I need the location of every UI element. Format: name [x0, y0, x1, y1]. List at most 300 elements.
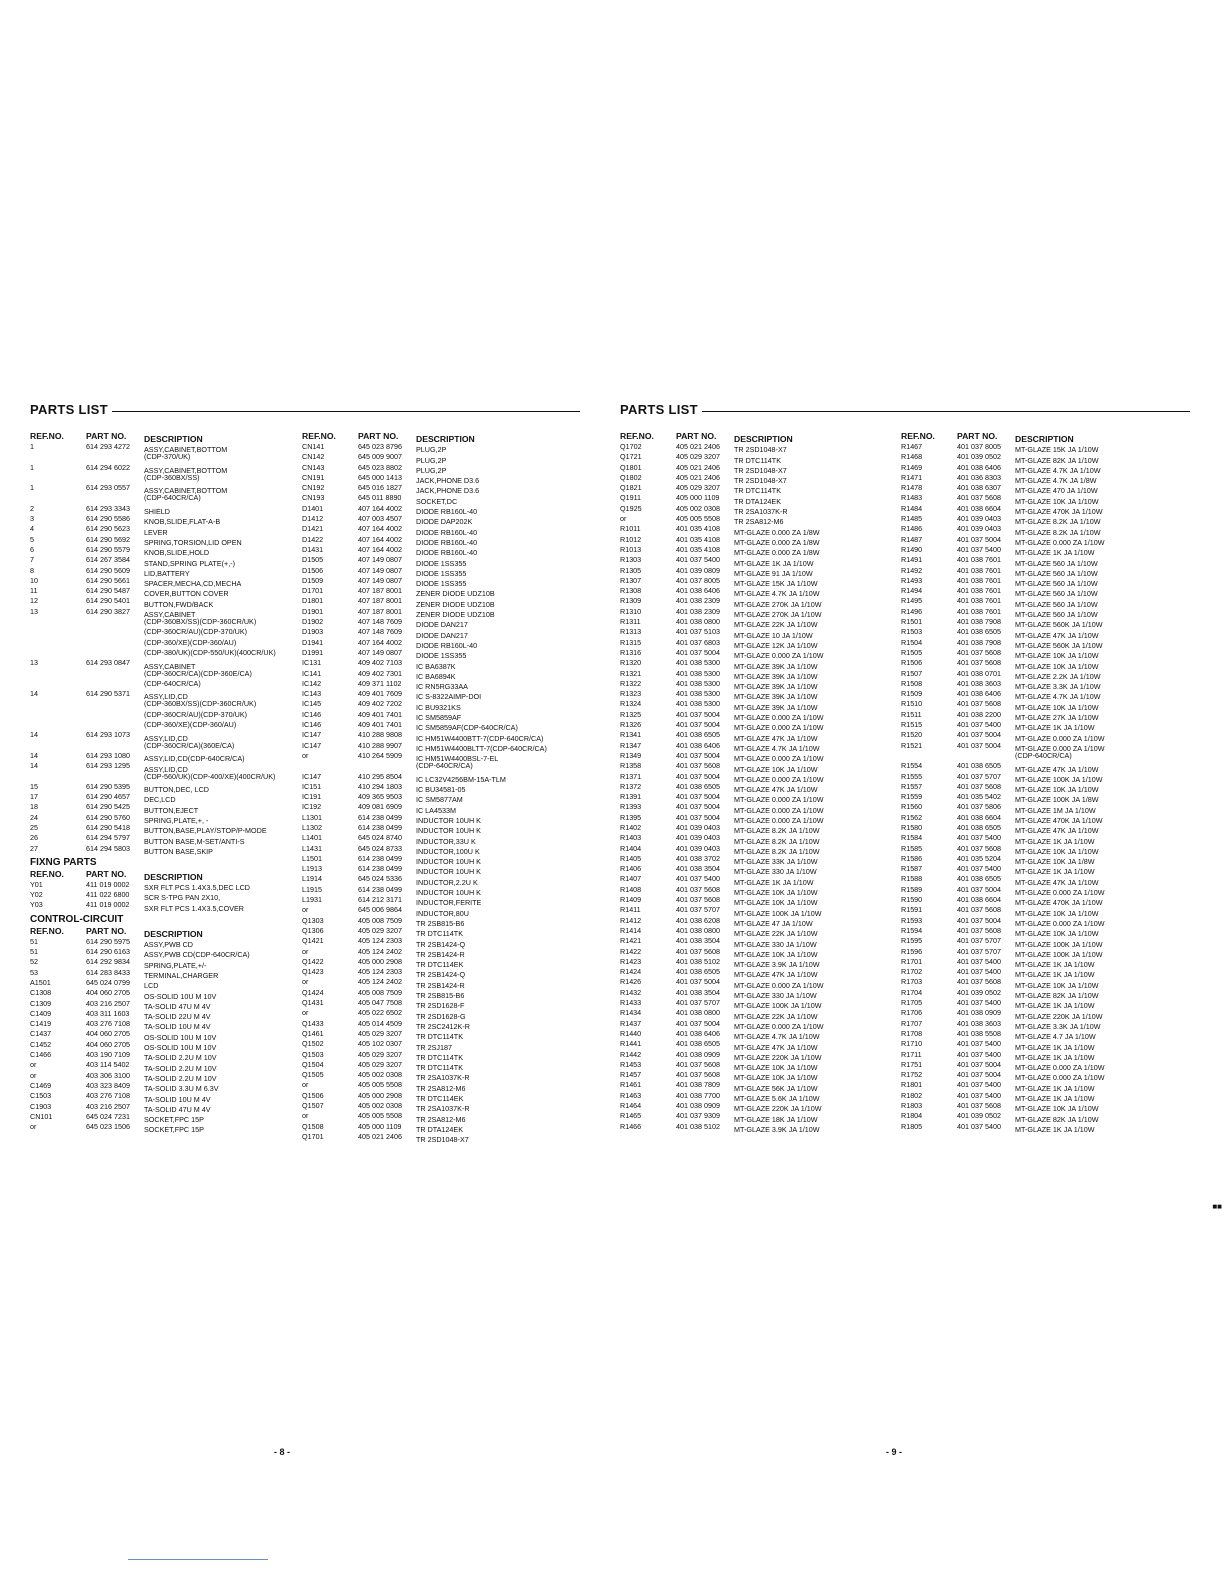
description: TR 2SD1628-G — [416, 1011, 466, 1021]
description: MT-GLAZE 10K JA 1/10W — [1015, 785, 1099, 795]
table-row — [901, 884, 1105, 898]
ref-no: 1 — [30, 462, 34, 472]
table-row — [620, 720, 824, 733]
description: TR 2SD1048-X7 — [734, 465, 787, 475]
table-row — [302, 483, 547, 496]
table-row — [620, 689, 823, 702]
part-no: 614 290 5579 — [86, 544, 130, 554]
part-no: 407 149 0807 — [358, 575, 402, 585]
ref-no: Y03 — [30, 900, 43, 910]
description: TR 2SJ187 — [416, 1042, 452, 1052]
table-row — [620, 864, 823, 877]
table-row — [620, 669, 823, 679]
table-row — [901, 606, 1104, 620]
part-no: 410 288 9808 — [358, 730, 402, 740]
description: MT-GLAZE 10K JA 1/10W — [734, 888, 818, 898]
description: ZENER DIODE UDZ10B — [416, 599, 495, 609]
part-no: 401 037 5707 — [957, 946, 1001, 956]
part-no: 403 190 7109 — [86, 1050, 130, 1060]
description: JACK,PHONE D3.6 — [416, 486, 480, 496]
part-no: 401 038 6505 — [676, 781, 720, 791]
ref-no: R1706 — [901, 1008, 923, 1018]
ref-no: D1801 — [302, 596, 324, 606]
table-row — [901, 617, 1104, 630]
ref-no: Q1422 — [302, 956, 324, 966]
ref-no: CN191 — [302, 472, 325, 482]
table-row — [302, 822, 547, 836]
ref-no: R1588 — [901, 874, 923, 884]
ref-no: D1991 — [302, 647, 324, 657]
ref-no: CN193 — [302, 493, 325, 503]
ref-no: Y02 — [30, 890, 43, 900]
table-row — [30, 710, 276, 720]
table-row — [302, 647, 547, 661]
part-no: 401 038 6505 — [957, 874, 1001, 884]
table-row — [302, 884, 547, 898]
table-row — [620, 947, 823, 957]
table-row — [901, 833, 1104, 846]
ref-no: R1471 — [901, 472, 923, 482]
description: MT-GLAZE 10K JA 1/10W — [734, 1073, 818, 1083]
table-row — [620, 596, 823, 609]
part-no: 401 037 5608 — [957, 905, 1001, 915]
part-no: 403 114 5402 — [86, 1060, 130, 1070]
table-row — [302, 895, 547, 908]
description: TR 2SA1037K-R — [734, 507, 788, 517]
table-row — [901, 463, 1104, 473]
description: MT-GLAZE 100K JA 1/10W — [734, 908, 822, 918]
part-no: 645 006 9864 — [358, 905, 402, 915]
part-no: 401 037 8005 — [957, 442, 1001, 451]
description: TR 2SC2412K-R — [416, 1021, 470, 1031]
description: MT-GLAZE 560 JA 1/10W — [1015, 589, 1098, 599]
table-row — [30, 988, 276, 1001]
table-row — [302, 503, 547, 517]
table-row — [620, 1059, 823, 1073]
table-row — [302, 658, 547, 671]
table-row — [30, 503, 276, 517]
ref-no: 1 — [30, 442, 34, 451]
table-row — [620, 741, 823, 751]
description: INDUCTOR 10UH K — [416, 826, 481, 836]
table-row — [30, 535, 276, 545]
description: INDUCTOR,FERITE — [416, 898, 482, 908]
description: MT-GLAZE 3.9K JA 1/10W — [734, 1124, 820, 1134]
ref-no: R1590 — [901, 895, 923, 905]
description: MT-GLAZE 8.2K JA 1/10W — [1015, 517, 1101, 527]
table-row — [620, 936, 823, 949]
part-no: 409 401 7401 — [358, 709, 402, 719]
description: MT-GLAZE 47K JA 1/10W — [734, 1042, 818, 1052]
description-header: DESCRIPTION — [734, 434, 793, 444]
description: MT-GLAZE 12K JA 1/10W — [734, 640, 818, 650]
description: COVER,BUTTON COVER — [144, 589, 229, 599]
description: BUTTON BASE,M-SET/ANTI-S — [144, 836, 245, 846]
table-row — [901, 524, 1104, 537]
table-row — [30, 741, 276, 751]
ref-no-header: REF.NO. — [302, 431, 336, 441]
description: JACK,PHONE D3.6 — [416, 476, 480, 486]
part-no: 401 037 5608 — [957, 699, 1001, 709]
part-no: 401 038 7601 — [957, 606, 1001, 616]
table-row — [302, 905, 547, 918]
table-row — [620, 472, 823, 486]
table-row — [620, 1111, 823, 1124]
ref-no-header: REF.NO. — [30, 925, 64, 936]
table-row — [620, 802, 824, 815]
description: TA-SOLID 47U M 4V — [144, 1001, 211, 1011]
description: MT-GLAZE 4.7K JA 1/10W — [734, 1032, 820, 1042]
description: MT-GLAZE 0.000 ZA 1/8W — [734, 537, 820, 547]
part-no: 614 293 0557 — [86, 483, 130, 493]
table-row — [901, 853, 1104, 867]
description: MT-GLAZE 1K JA 1/10W — [1015, 960, 1095, 970]
part-no: 401 038 7908 — [957, 637, 1001, 647]
part-no: 411 022 6800 — [86, 890, 130, 900]
description: MT-GLAZE 470K JA 1/10W — [1015, 898, 1103, 908]
description: MT-GLAZE 4.7 JA 1/10W — [1015, 1032, 1096, 1042]
table-row — [620, 781, 823, 795]
part-no: 401 037 5608 — [957, 493, 1001, 503]
part-no-header: PART NO. — [676, 431, 717, 441]
description: TR DTC114TK — [416, 929, 463, 939]
table-row — [901, 514, 1104, 527]
ref-no: R1321 — [620, 668, 642, 678]
ref-no: R1432 — [620, 987, 642, 997]
table-row — [302, 1028, 547, 1042]
part-no: 407 003 4507 — [358, 514, 402, 524]
table-row — [901, 936, 1104, 949]
ref-no: R1466 — [620, 1121, 642, 1131]
description: INDUCTOR 10UH K — [416, 888, 481, 898]
table-row — [901, 575, 1104, 589]
part-no: 405 029 3207 — [358, 1059, 402, 1069]
table-row — [30, 802, 276, 815]
table-row — [901, 967, 1104, 980]
table-header — [30, 431, 276, 442]
description: KNOB,SLIDE,HOLD — [144, 548, 210, 558]
part-no: 401 038 0800 — [676, 617, 720, 627]
ref-no: R1011 — [620, 524, 641, 534]
table-row — [901, 792, 1104, 805]
part-no: 405 000 1109 — [358, 1121, 402, 1131]
description: (CDP-640CR/CA) — [1015, 750, 1072, 760]
description: MT-GLAZE 47K JA 1/10W — [734, 785, 818, 795]
part-no: 401 037 5707 — [676, 905, 720, 915]
description: BUTTON,EJECT — [144, 805, 199, 815]
ref-no: R1586 — [901, 853, 923, 863]
ref-no: R1347 — [620, 740, 642, 750]
ref-no: IC145 — [302, 699, 322, 709]
description-header: DESCRIPTION — [144, 928, 203, 939]
description: MT-GLAZE 2.2K JA 1/10W — [1015, 671, 1101, 681]
table-row — [30, 1050, 276, 1063]
table-row — [30, 638, 276, 648]
table-row — [620, 483, 823, 496]
part-no: 401 038 6208 — [676, 915, 720, 925]
part-no: 401 037 5608 — [957, 925, 1001, 935]
description: MT-GLAZE 82K JA 1/10W — [1015, 991, 1099, 1001]
table-row — [30, 555, 276, 568]
part-no: 409 371 1102 — [358, 678, 402, 688]
left-column-b — [302, 431, 547, 1145]
table-row — [901, 781, 1104, 795]
description: MT-GLAZE 1K JA 1/10W — [1015, 1052, 1095, 1062]
ref-no: R1584 — [901, 833, 923, 843]
part-no: 405 002 0308 — [358, 1101, 402, 1110]
description: IC LA4533M — [416, 805, 456, 815]
part-no: 403 216 2507 — [86, 998, 130, 1008]
table-row — [620, 617, 823, 630]
description: MT-GLAZE 0.000 ZA 1/10W — [1015, 743, 1105, 753]
description: MT-GLAZE 0.000 ZA 1/10W — [734, 651, 824, 661]
table-row — [30, 999, 276, 1009]
part-no: 403 323 8409 — [86, 1080, 130, 1090]
description: IC BA6894K — [416, 671, 456, 681]
table-row — [302, 761, 547, 771]
part-no: 401 038 0909 — [676, 1101, 720, 1110]
ref-no: D1941 — [302, 637, 324, 647]
ref-no: R1423 — [620, 956, 642, 966]
description: INDUCTOR 10UH K — [416, 815, 481, 825]
table-row — [901, 844, 1104, 854]
part-no: 411 019 0002 — [86, 900, 130, 910]
part-no: 614 290 5401 — [86, 596, 130, 606]
description: MT-GLAZE 1K JA 1/10W — [1015, 1042, 1095, 1052]
description: MT-GLAZE 0.000 ZA 1/10W — [734, 774, 824, 784]
description: MT-GLAZE 1M JA 1/10W — [1015, 805, 1096, 815]
part-no: 401 037 5004 — [676, 792, 720, 802]
table-row — [620, 833, 823, 846]
description: INDUCTOR,33U K — [416, 836, 476, 846]
part-no: 614 238 0499 — [358, 864, 402, 874]
table-row — [30, 575, 276, 589]
table-row — [620, 555, 823, 568]
description: SPRING,PLATE,+/- — [144, 960, 207, 970]
ref-no: R1520 — [901, 730, 923, 740]
description: TR 2SA1037K-R — [416, 1104, 470, 1114]
part-no-header: PART NO. — [358, 431, 399, 441]
table-row — [620, 503, 823, 517]
table-row — [620, 905, 823, 918]
description: SPRING,TORSION,LID OPEN — [144, 537, 242, 547]
part-no: 401 037 5004 — [957, 1070, 1001, 1080]
description: MT-GLAZE 330 JA 1/10W — [734, 867, 817, 877]
table-row — [901, 586, 1104, 599]
part-no: 405 008 7509 — [358, 987, 402, 997]
description: ASSY,PWB CD(CDP-640CR/CA) — [144, 950, 250, 960]
description: DIODE 1SS355 — [416, 579, 467, 589]
description: TR 2SA1037K-R — [416, 1073, 470, 1083]
ref-no: D1505 — [302, 555, 324, 565]
ref-no: or — [302, 977, 309, 987]
part-no: 401 037 5400 — [957, 1090, 1001, 1100]
description: IC HM51W4400BSL-7-EL — [416, 754, 499, 764]
ref-no: R1442 — [620, 1049, 642, 1059]
description: IC SM5859AF(CDP-640CR/CA) — [416, 723, 518, 733]
table-row — [302, 575, 547, 589]
table-row — [30, 1071, 276, 1081]
table-row — [30, 1019, 276, 1032]
table-row — [30, 1029, 276, 1042]
ref-no: 18 — [30, 802, 38, 812]
part-no: 401 037 5400 — [957, 1049, 1001, 1059]
part-no: 407 164 4002 — [358, 637, 402, 647]
description: MT-GLAZE 10K JA 1/10W — [1015, 496, 1099, 506]
table-row — [30, 514, 276, 527]
table-row — [302, 741, 547, 751]
part-no: 401 039 0502 — [957, 987, 1001, 997]
table-row — [30, 648, 276, 658]
part-no: 401 038 5508 — [957, 1028, 1001, 1038]
description: MT-GLAZE 39K JA 1/10W — [734, 692, 818, 702]
ref-no: R1708 — [901, 1028, 923, 1038]
description: MT-GLAZE 330 JA 1/10W — [734, 939, 817, 949]
ref-no: R1309 — [620, 596, 642, 606]
ref-no: 24 — [30, 812, 38, 822]
ref-no: R1483 — [901, 493, 923, 503]
table-row — [620, 586, 823, 599]
ref-no: R1752 — [901, 1070, 923, 1080]
part-no: 401 038 5300 — [676, 689, 720, 699]
description: TR 2SD1628-F — [416, 1001, 465, 1011]
ref-no: 12 — [30, 596, 38, 606]
part-no: 614 293 0847 — [86, 658, 130, 668]
description: MT-GLAZE 1K JA 1/10W — [1015, 1124, 1095, 1134]
table-row — [901, 472, 1104, 486]
description: TA-SOLID 3.3U M 6.3V — [144, 1084, 219, 1094]
part-no: 401 039 0502 — [957, 1111, 1001, 1121]
ref-no: R1411 — [620, 905, 641, 915]
description: MT-GLAZE 33K JA 1/10W — [734, 857, 818, 867]
ref-no: R1511 — [901, 709, 922, 719]
table-row — [901, 658, 1104, 671]
ref-no: IC191 — [302, 792, 322, 802]
table-row — [302, 669, 547, 679]
description: DIODE RB160L-40 — [416, 527, 478, 537]
part-no: 401 038 6604 — [957, 503, 1001, 513]
part-no: 614 290 5975 — [86, 936, 130, 946]
description: MT-GLAZE 100K JA 1/10W — [1015, 949, 1103, 959]
description: MT-GLAZE 10K JA 1/10W — [1015, 661, 1099, 671]
part-no: 401 038 6505 — [957, 627, 1001, 637]
ref-no: R1310 — [620, 606, 642, 616]
ref-no: R1464 — [620, 1101, 642, 1110]
ref-no: 2 — [30, 503, 34, 513]
part-no: 401 038 7601 — [957, 575, 1001, 585]
table-row — [901, 874, 1104, 887]
ref-no: L1913 — [302, 864, 322, 874]
description: TR 2SD1048-X7 — [734, 445, 787, 455]
description: BUTTON,BASE,PLAY/STOP/P-MODE — [144, 826, 267, 836]
description: MT-GLAZE 0.000 ZA 1/10W — [1015, 918, 1105, 928]
description: MT-GLAZE 330 JA 1/10W — [734, 991, 817, 1001]
ref-no: 4 — [30, 524, 34, 534]
description: TA-SOLID 2.2U M 10V — [144, 1073, 217, 1083]
ref-no: R1326 — [620, 720, 642, 730]
description: MT-GLAZE 270K JA 1/10W — [734, 599, 822, 609]
part-no: 645 009 9007 — [358, 452, 402, 462]
description: MT-GLAZE 1K JA 1/10W — [1015, 970, 1095, 980]
part-no: 409 402 7202 — [358, 699, 402, 709]
description: MT-GLAZE 56K JA 1/10W — [734, 1083, 818, 1093]
table-row — [620, 1122, 823, 1132]
table-header — [901, 431, 1104, 442]
table-header — [30, 869, 276, 880]
table-row — [302, 1080, 547, 1093]
ref-no: C1466 — [30, 1050, 52, 1060]
description: DIODE RB160L-40 — [416, 548, 478, 558]
part-no: 405 000 2908 — [358, 1090, 402, 1100]
part-no: 405 021 2406 — [676, 462, 720, 472]
table-row — [302, 977, 547, 990]
table-row — [620, 1008, 823, 1021]
description: OS-SOLID 10U M 10V — [144, 991, 217, 1001]
ref-no: R1324 — [620, 699, 642, 709]
table-row — [901, 741, 1104, 751]
title-rule — [112, 411, 580, 412]
table-row — [901, 669, 1104, 679]
description: MT-GLAZE 82K JA 1/10W — [1015, 455, 1099, 465]
table-row — [30, 606, 276, 620]
ref-no: R1341 — [620, 730, 642, 740]
ref-no: Q1507 — [302, 1101, 324, 1110]
part-no: 645 024 8740 — [358, 833, 402, 843]
table-row — [620, 874, 823, 887]
ref-no: 27 — [30, 843, 38, 853]
ref-no: R1349 — [620, 750, 642, 760]
ref-no: L1302 — [302, 822, 322, 832]
ref-no: 13 — [30, 606, 38, 616]
table-row — [620, 1039, 823, 1052]
part-no: 401 038 2309 — [676, 596, 720, 606]
part-no: 401 038 7601 — [957, 565, 1001, 575]
part-no: 405 000 1109 — [676, 493, 720, 503]
part-no: 614 238 0499 — [358, 853, 402, 863]
table-row — [30, 720, 276, 730]
part-no: 614 290 5609 — [86, 565, 130, 575]
ref-no: 6 — [30, 544, 34, 554]
ref-no: D1903 — [302, 627, 324, 637]
ref-no: R1322 — [620, 678, 642, 688]
ref-no: R1320 — [620, 658, 642, 668]
table-row — [30, 442, 276, 455]
table-row — [302, 627, 547, 640]
ref-no: R1358 — [620, 761, 642, 771]
table-row — [901, 1019, 1104, 1029]
description: MT-GLAZE 1K JA 1/10W — [1015, 1001, 1095, 1011]
ref-no: 52 — [30, 957, 38, 967]
description: INDUCTOR 10UH K — [416, 867, 481, 877]
table-row — [302, 442, 547, 455]
table-row — [302, 781, 547, 795]
part-no: 401 038 3504 — [676, 987, 720, 997]
ref-no: IC147 — [302, 740, 322, 750]
part-no: 401 038 7601 — [957, 555, 1001, 565]
ref-no: R1308 — [620, 586, 642, 596]
description: MT-GLAZE 560 JA 1/10W — [1015, 610, 1098, 620]
table-row — [30, 493, 276, 503]
description: MT-GLAZE 0.000 ZA 1/10W — [1015, 537, 1105, 547]
ref-no: D1412 — [302, 514, 324, 524]
ref-no: or — [302, 1111, 309, 1121]
part-no: 401 037 5004 — [957, 1059, 1001, 1069]
table-row — [30, 1091, 276, 1104]
description: MT-GLAZE 8.2K JA 1/10W — [734, 826, 820, 836]
description: PLUG,2P — [416, 465, 447, 475]
table-row — [620, 514, 823, 527]
table-row — [302, 813, 547, 823]
